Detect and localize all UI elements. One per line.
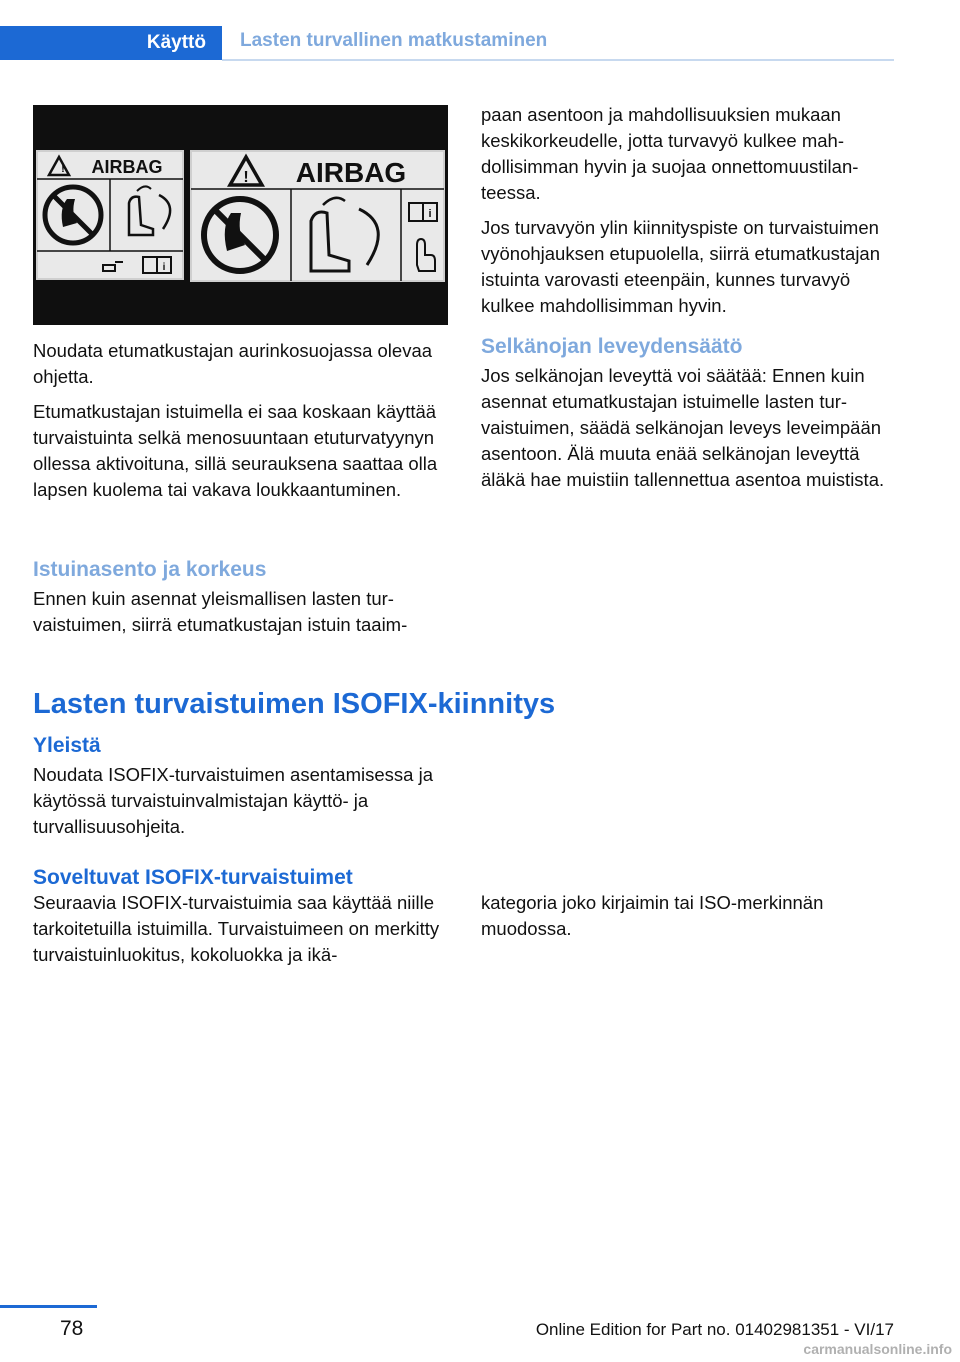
svg-text:!: !: [243, 169, 249, 186]
isofix-general: [33, 732, 448, 849]
chapter-heading: Lasten turvaistuimen ISOFIX-kiinnitys: [33, 688, 556, 720]
svg-text:!: !: [61, 163, 65, 175]
left-column: [33, 338, 448, 512]
airbag-warning-figure: [33, 105, 448, 325]
right-column: [481, 102, 893, 502]
page-header: [0, 0, 960, 60]
paragraph: Noudata ISOFIX-turvaistuimen asentamisessa ja käytössä turvaistuinvalmistajan käyttö- ja turvallisuusohjeita.: [33, 764, 433, 837]
page-number: 78: [60, 1317, 84, 1340]
paragraph: Jos turvavyön ylin kiinnityspiste on turvaistuimen vyönohjauksen etupuolella, siirrä etumatkustajan istuinta varovasti eteenpäin, kunnes turvavyö kulkee mahdollisimman hyvin.: [481, 217, 881, 316]
large-airbag-label: [191, 151, 444, 281]
paragraph: Ennen kuin asennat yleismallisen lasten turvaistuimen, siirrä etumatkustajan istuin taaim-: [33, 588, 408, 635]
airbag-label-graphic: [33, 105, 448, 325]
header-rule: [222, 59, 894, 61]
isofix-suitable-right: [481, 890, 893, 951]
paragraph: kategoria joko kirjaimin tai ISO-merkinnän muodossa.: [481, 892, 824, 939]
general-heading: Yleistä: [33, 734, 101, 757]
section-heading: Istuinasento ja korkeus: [33, 558, 267, 581]
large-airbag-text: AIRBAG: [295, 157, 407, 188]
paragraph: Noudata etumatkustajan aurinkosuojassa olevaa ohjetta.: [33, 340, 433, 387]
paragraph: Etumatkustajan istuimella ei saa koskaan käyttää turvaistuinta selkä menosuuntaan etuturvatyynyn ollessa aktivoituna, sillä seurauksena saattaa olla lapsen kuolema tai vakava loukkaantuminen.: [33, 401, 438, 500]
suitable-heading: Soveltuvat ISOFIX-turvaistuimet: [33, 866, 353, 889]
paragraph: Seuraavia ISOFIX-turvaistuimia saa käyttää niille tarkoitetuilla istuimilla. Turvaistuimeen on merkitty turvaistuinluokitus, kokoluokka ja ikä-: [33, 892, 440, 965]
left-section: [33, 556, 448, 647]
section-title[interactable]: Lasten turvallinen matkustaminen: [240, 30, 548, 51]
isofix-suitable-left: [33, 890, 448, 977]
edition-note: Online Edition for Part no. 01402981351 - VI/17: [535, 1320, 894, 1339]
footer-rule: [0, 1305, 97, 1308]
paragraph: Jos selkänojan leveyttä voi säätää: Ennen kuin asennat etumatkustajan istuimelle lasten turvaistuimen, säädä selkänojan leveys leveimpään asentoon. Älä muuta enää selkänojan leveyttä äläkä hae muistiin tallennettua asentoa muistista.: [481, 365, 885, 490]
chapter-tab[interactable]: Käyttö: [0, 26, 222, 60]
section-heading: Selkänojan leveydensäätö: [481, 335, 743, 358]
small-airbag-text: AIRBAG: [91, 157, 163, 177]
paragraph: paan asentoon ja mahdollisuuksien mukaan keskikorkeudelle, jotta turvavyö kulkee mahdollisimman hyvin ja suojaa onnettomuustilanteessa.: [481, 104, 859, 203]
svg-text:i: i: [162, 262, 166, 273]
watermark-site[interactable]: carmanualsonline.info: [803, 1341, 952, 1357]
svg-text:i: i: [428, 208, 432, 220]
small-airbag-label: [37, 151, 183, 279]
